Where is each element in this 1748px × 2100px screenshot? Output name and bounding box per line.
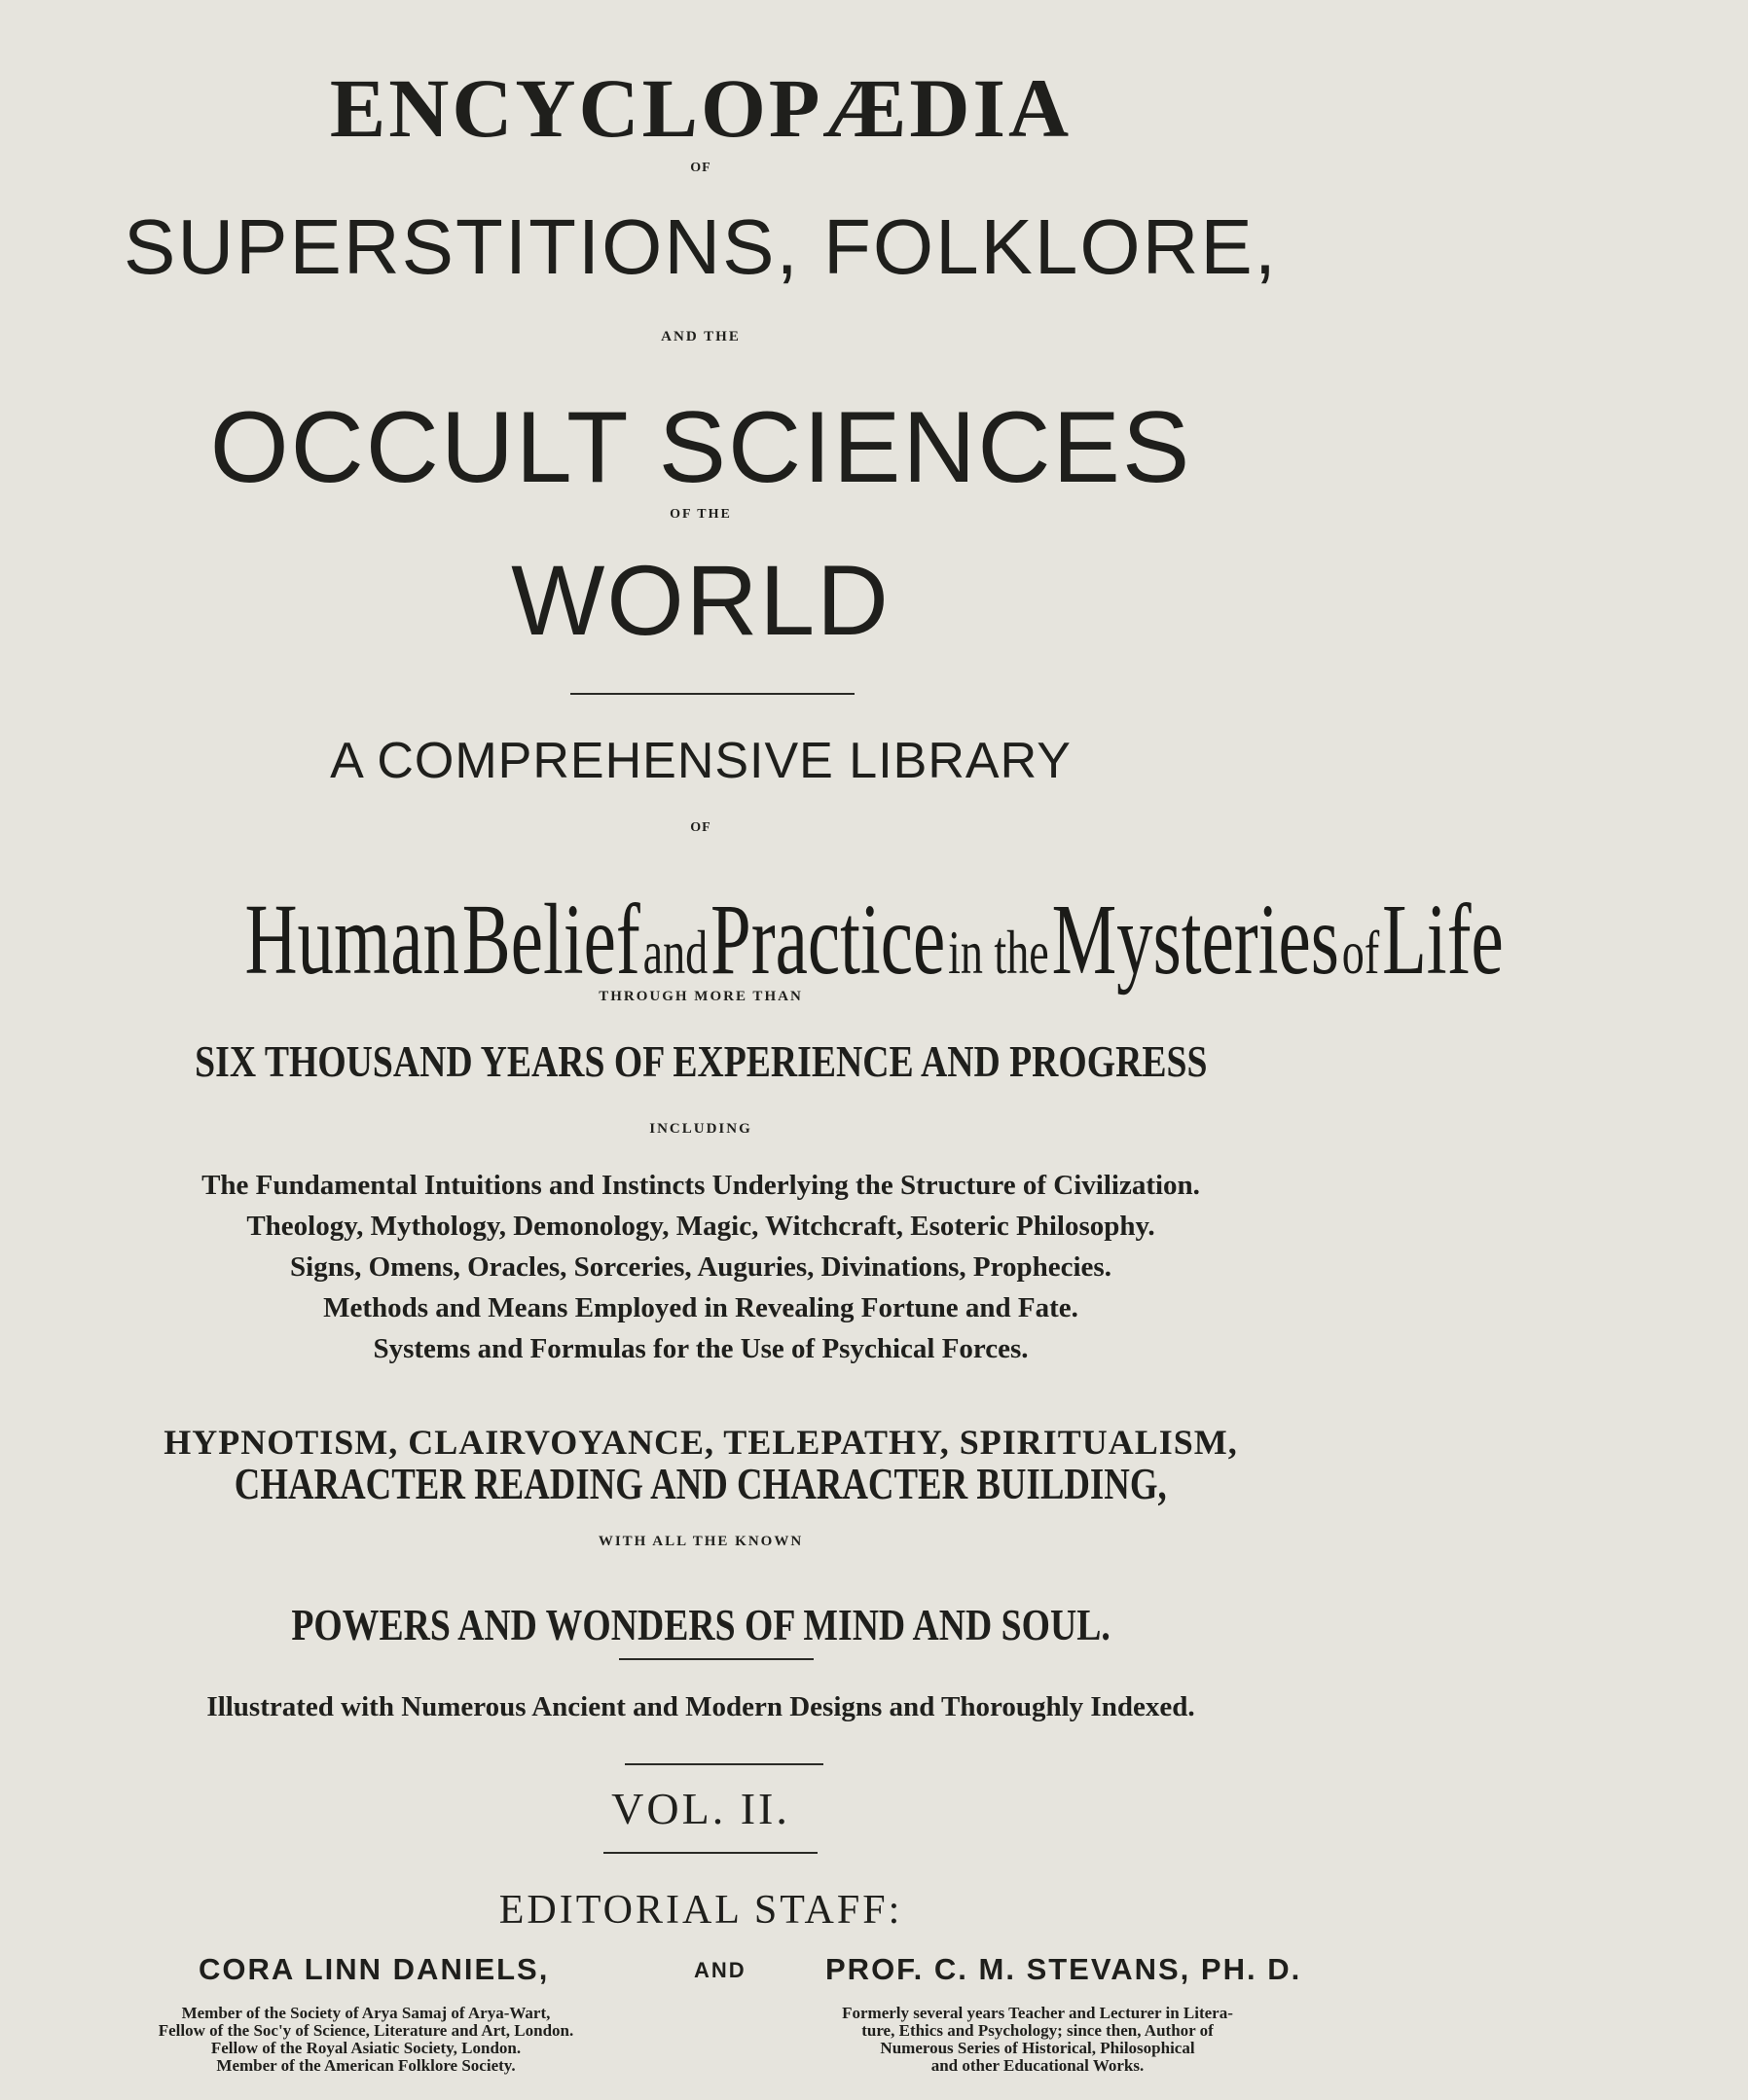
editor2-credit-line: Numerous Series of Historical, Philosophical bbox=[880, 2039, 1195, 2057]
editor2-credits bbox=[716, 2005, 1359, 2075]
subtitle-of: OF bbox=[690, 820, 711, 835]
contents-line-1: The Fundamental Intuitions and Instincts Underlying the Structure of Civilization. bbox=[201, 1170, 1200, 1201]
and-separator: AND bbox=[694, 1958, 747, 1982]
subtitle-through-more-than: THROUGH MORE THAN bbox=[599, 989, 803, 1004]
editor2-credit-line: and other Educational Works. bbox=[930, 2056, 1145, 2075]
title-encyclopaedia: ENCYCLOPÆDIA bbox=[329, 61, 1073, 155]
title-superstitions-folklore: SUPERSTITIONS, FOLKLORE, bbox=[123, 203, 1278, 290]
divider-rule-4 bbox=[603, 1852, 818, 1854]
contents-line-5: Systems and Formulas for the Use of Psychical Forces. bbox=[373, 1333, 1029, 1364]
contents-line-4: Methods and Means Employed in Revealing Fortune and Fate. bbox=[323, 1292, 1078, 1323]
editor2-name: PROF. C. M. STEVANS, PH. D. bbox=[825, 1952, 1302, 1986]
title-world: WORLD bbox=[511, 545, 891, 656]
editor1-credit-line: Member of the Society of Arya Samaj of Arya-Wart, bbox=[181, 2004, 551, 2022]
word-in-the: in the bbox=[948, 918, 1049, 987]
word-human: Human bbox=[244, 884, 459, 996]
editor2-credit-line: ture, Ethics and Psychology; since then, Author of bbox=[861, 2021, 1214, 2040]
subtitle-comprehensive-library: A COMPREHENSIVE LIBRARY bbox=[330, 733, 1072, 789]
word-mysteries: Mysteries bbox=[1051, 884, 1339, 996]
editor1-name: CORA LINN DANIELS, bbox=[199, 1952, 550, 1986]
subtitle-including: INCLUDING bbox=[649, 1121, 752, 1137]
editor2-credit-line: Formerly several years Teacher and Lecturer in Litera- bbox=[842, 2004, 1233, 2022]
topics-hypnotism: HYPNOTISM, CLAIRVOYANCE, TELEPATHY, SPIRITUALISM, bbox=[164, 1423, 1238, 1462]
editorial-staff-heading: EDITORIAL STAFF: bbox=[498, 1888, 903, 1933]
divider-rule-3 bbox=[625, 1763, 823, 1765]
topics-character-reading: CHARACTER READING AND CHARACTER BUILDING, bbox=[235, 1459, 1167, 1508]
volume-label: VOL. II. bbox=[611, 1784, 790, 1833]
divider-rule-2 bbox=[619, 1658, 814, 1660]
title-and-the: AND THE bbox=[661, 329, 741, 344]
topics-with-all-the-known: WITH ALL THE KNOWN bbox=[598, 1534, 804, 1549]
word-life: Life bbox=[1382, 884, 1504, 996]
word-and: and bbox=[642, 918, 709, 987]
editor1-credit-line: Fellow of the Soc'y of Science, Literature and Art, London. bbox=[158, 2021, 574, 2040]
editor1-credits bbox=[45, 2005, 687, 2075]
topics-powers-and-wonders: POWERS AND WONDERS OF MIND AND SOUL. bbox=[291, 1600, 1111, 1649]
illustrated-line: Illustrated with Numerous Ancient and Modern Designs and Thoroughly Indexed. bbox=[206, 1691, 1195, 1722]
subtitle-human-belief bbox=[0, 884, 1504, 996]
word-of: of bbox=[1341, 918, 1380, 987]
editor1-credit-line: Fellow of the Royal Asiatic Society, London. bbox=[210, 2039, 522, 2057]
contents-line-2: Theology, Mythology, Demonology, Magic, Witchcraft, Esoteric Philosophy. bbox=[246, 1211, 1155, 1242]
editor1-credit-line: Member of the American Folklore Society. bbox=[216, 2056, 516, 2075]
word-practice: Practice bbox=[710, 884, 946, 996]
contents-line-3: Signs, Omens, Oracles, Sorceries, Auguries, Divinations, Prophecies. bbox=[290, 1251, 1111, 1283]
title-occult-sciences: OCCULT SCIENCES bbox=[209, 391, 1192, 504]
subtitle-six-thousand-years: SIX THOUSAND YEARS OF EXPERIENCE AND PROGRESS bbox=[194, 1036, 1208, 1086]
title-of: OF bbox=[690, 161, 711, 175]
word-belief: Belief bbox=[461, 884, 640, 996]
title-of-the: OF THE bbox=[670, 507, 732, 522]
divider-rule-1 bbox=[570, 693, 855, 695]
